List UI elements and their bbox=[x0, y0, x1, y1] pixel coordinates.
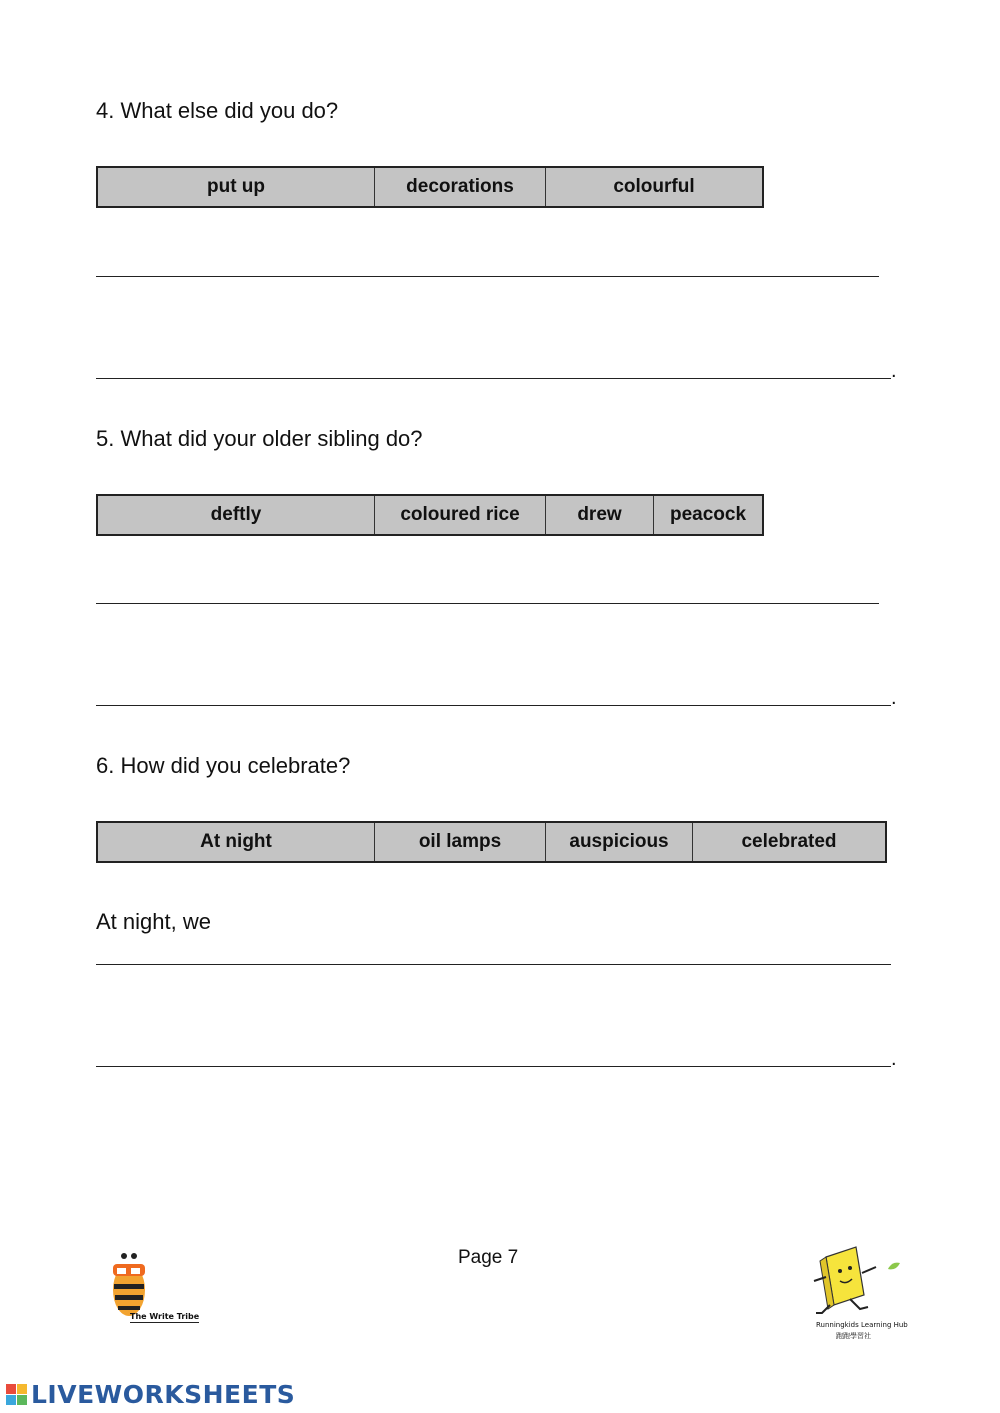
word-cell: coloured rice bbox=[375, 496, 546, 534]
word-cell: auspicious bbox=[546, 823, 693, 861]
write-tribe-logo bbox=[98, 1250, 208, 1330]
question-4-title: 4. What else did you do? bbox=[96, 98, 339, 123]
runningkids-text-cn: 跑跑學習社 bbox=[836, 1332, 871, 1340]
word-cell: peacock bbox=[669, 504, 747, 525]
liveworksheets-brand[interactable] bbox=[6, 1380, 295, 1409]
line-end-period: . bbox=[891, 1048, 897, 1070]
answer-line[interactable] bbox=[96, 1066, 891, 1067]
page-number: Page 7 bbox=[458, 1247, 519, 1268]
runningkids-logo bbox=[806, 1243, 906, 1343]
word-bank-5 bbox=[96, 494, 764, 536]
word-bank-4 bbox=[96, 166, 764, 208]
answer-line[interactable] bbox=[96, 603, 879, 604]
word-cell: decorations bbox=[375, 168, 546, 206]
answer-line[interactable] bbox=[96, 378, 891, 379]
sentence-starter: At night, we bbox=[96, 909, 211, 934]
line-end-period: . bbox=[891, 360, 897, 382]
word-cell: At night bbox=[98, 823, 375, 861]
word-cell: drew bbox=[546, 496, 654, 534]
brand-text: LIVEWORKSHEETS bbox=[31, 1380, 296, 1409]
running-book-icon bbox=[806, 1243, 906, 1317]
word-cell: put up bbox=[98, 168, 375, 206]
question-6-title: 6. How did you celebrate? bbox=[96, 753, 351, 778]
word-bank-6 bbox=[96, 821, 887, 863]
word-cell: celebrated bbox=[741, 831, 837, 852]
write-tribe-text: The Write Tribe bbox=[130, 1312, 200, 1321]
word-cell: colourful bbox=[613, 176, 695, 197]
answer-line[interactable] bbox=[96, 276, 879, 277]
line-end-period: . bbox=[891, 687, 897, 709]
word-cell: deftly bbox=[98, 496, 375, 534]
answer-line[interactable] bbox=[96, 964, 891, 965]
answer-line[interactable] bbox=[96, 705, 891, 706]
question-5-title: 5. What did your older sibling do? bbox=[96, 426, 423, 451]
liveworksheets-logo-icon bbox=[6, 1384, 27, 1405]
runningkids-text: Runningkids Learning Hub bbox=[816, 1321, 908, 1329]
word-cell: oil lamps bbox=[375, 823, 546, 861]
